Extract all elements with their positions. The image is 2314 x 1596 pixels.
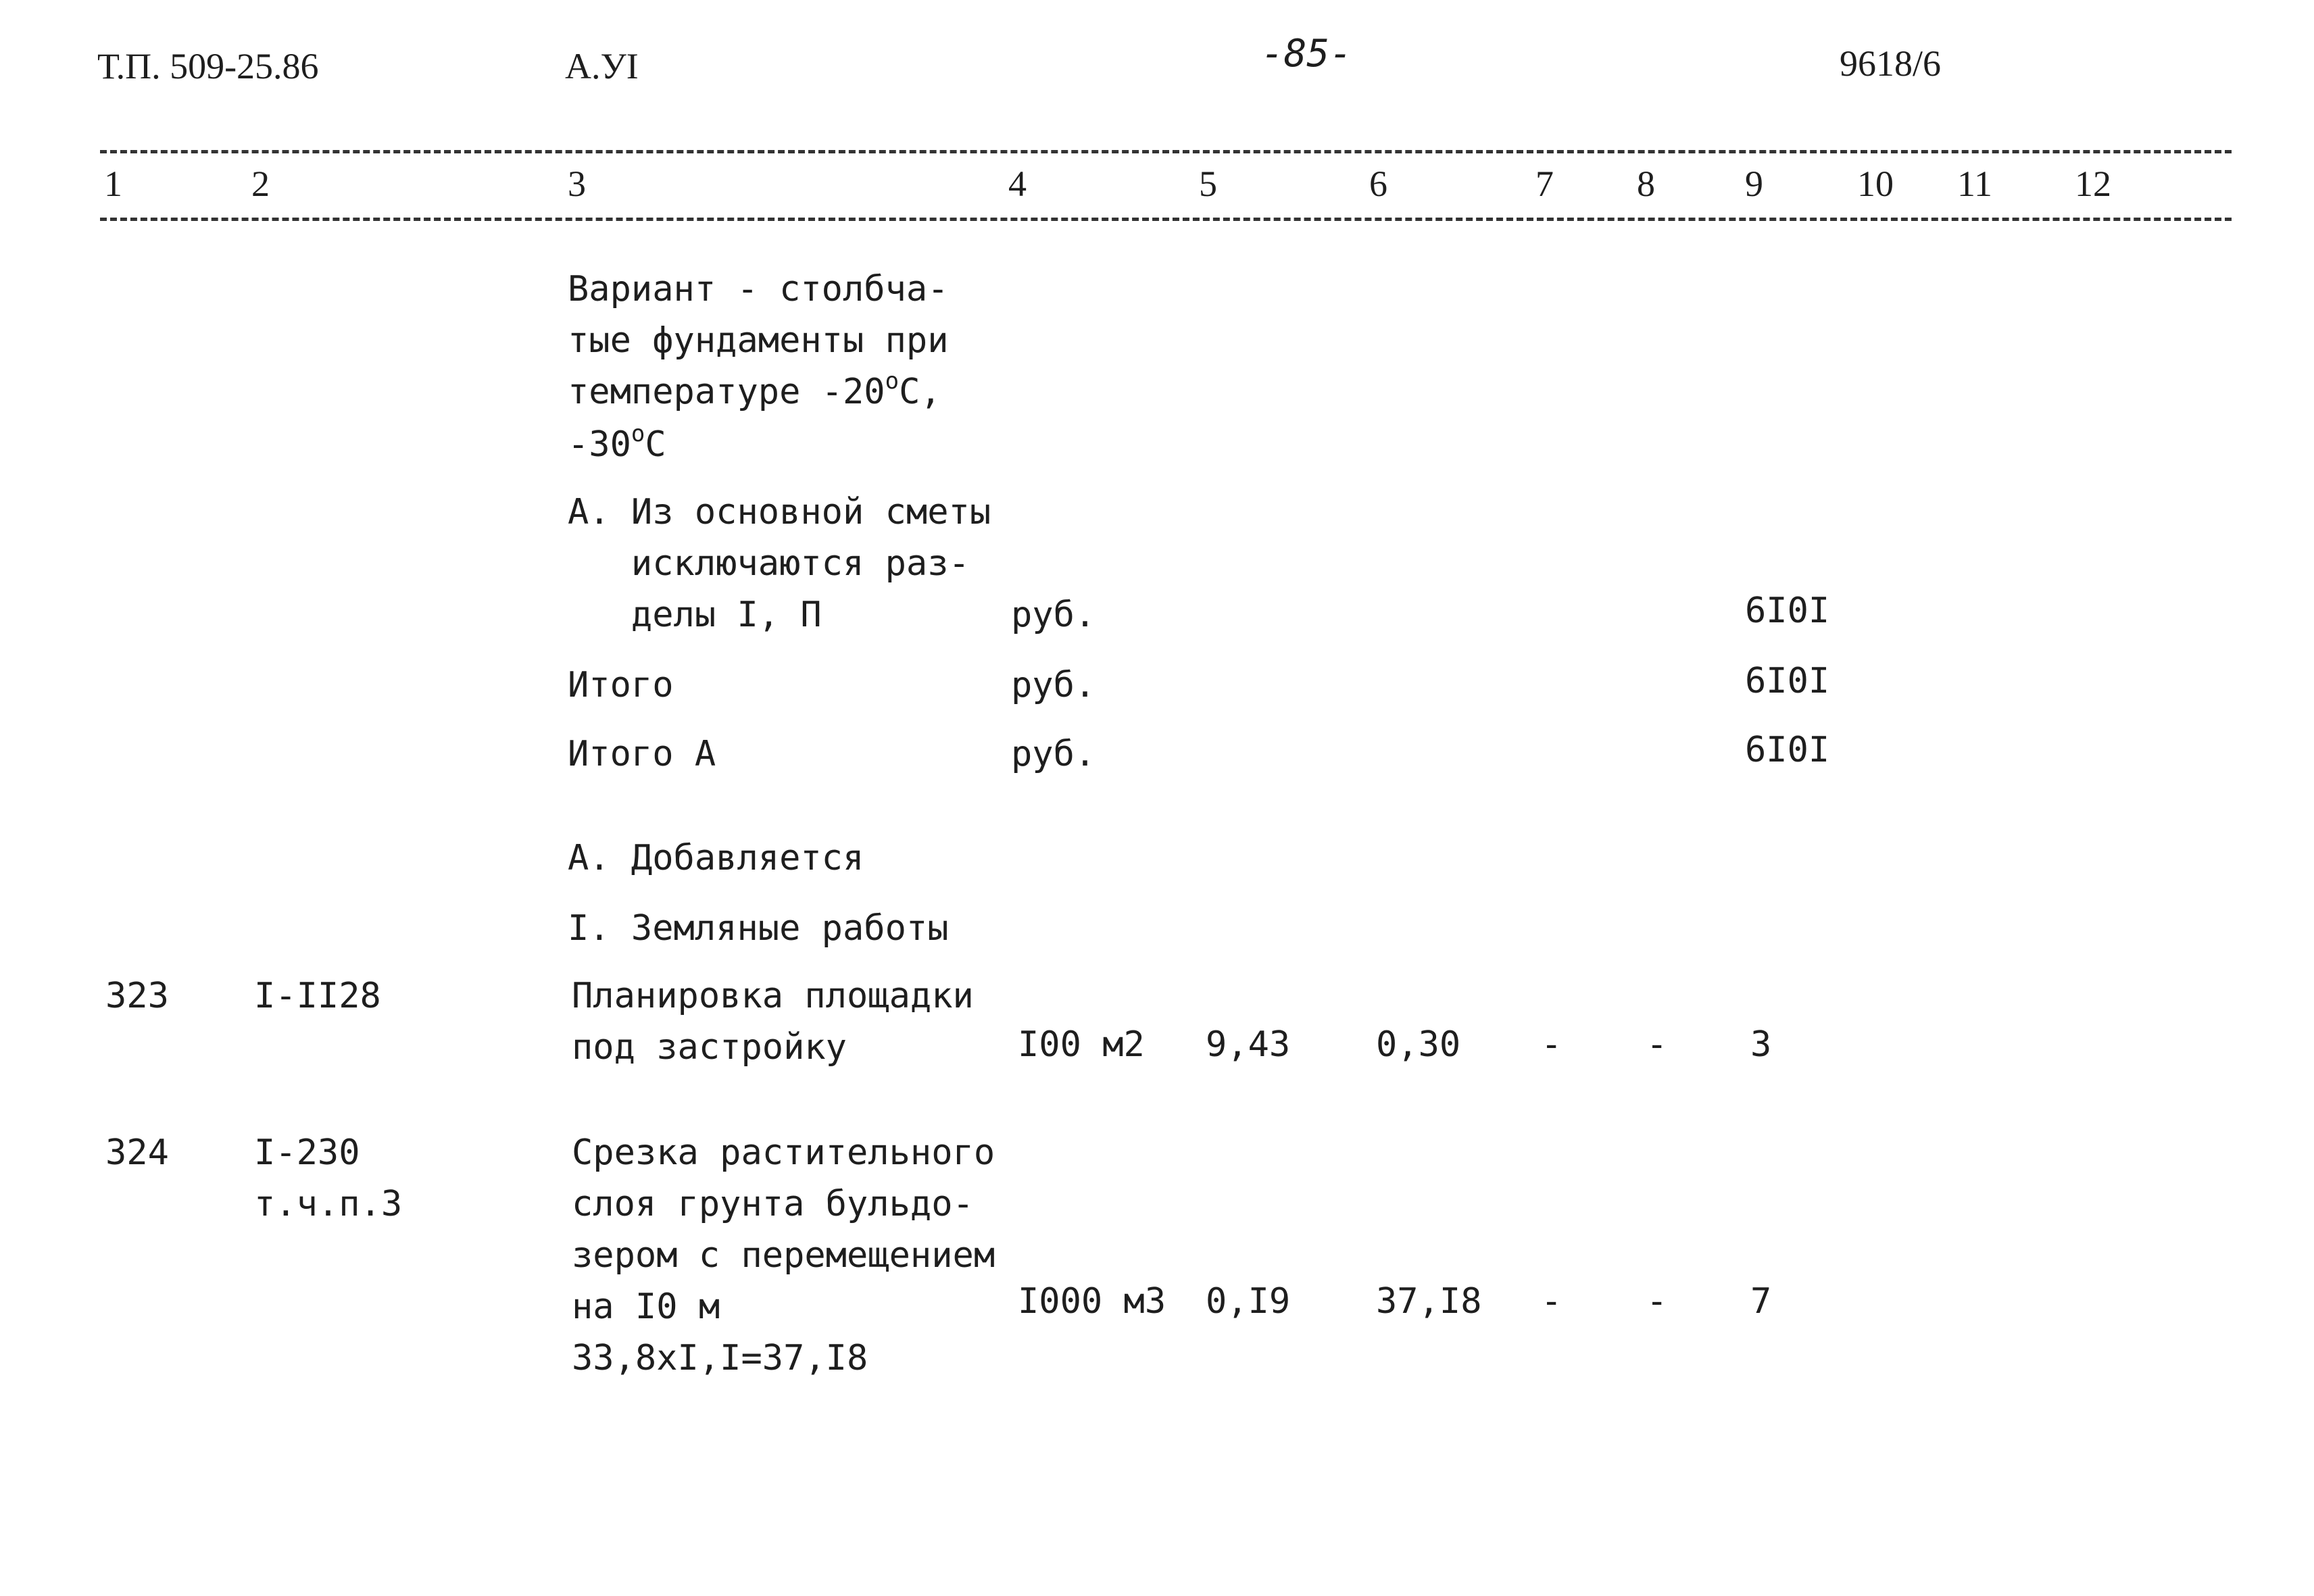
row-col6: 0,30 — [1376, 1024, 1461, 1065]
row-desc: Планировка площадки — [572, 976, 974, 1016]
col-header-2: 2 — [251, 164, 270, 204]
row-desc: под застройку — [572, 1027, 847, 1068]
itogo-unit: руб. — [1011, 665, 1096, 705]
row-unit: I000 м3 — [1018, 1281, 1166, 1322]
variant-line-temperature — [568, 366, 941, 418]
row-col5: 9,43 — [1206, 1024, 1291, 1065]
col-header-1: 1 — [104, 164, 122, 204]
row-col9: 7 — [1750, 1281, 1772, 1322]
temp-value: -30 — [568, 424, 631, 465]
col-header-5: 5 — [1199, 164, 1217, 204]
variant-line-temperature — [568, 419, 666, 470]
excluded-line: делы I, П — [568, 595, 822, 635]
temp-unit: С — [645, 424, 666, 465]
row-col6: 37,I8 — [1376, 1281, 1482, 1322]
itogo-label: Итого — [568, 665, 674, 705]
temp-unit: С, — [899, 372, 941, 412]
row-col7: - — [1541, 1024, 1562, 1065]
row-number: 323 — [105, 976, 169, 1016]
col-header-3: 3 — [568, 164, 586, 204]
variant-line: Вариант - столбча- — [568, 269, 949, 309]
row-col8: - — [1646, 1281, 1668, 1322]
row-code: т.ч.п.3 — [254, 1184, 403, 1224]
row-col9: 3 — [1750, 1024, 1772, 1065]
page-number: -85- — [1261, 32, 1352, 76]
row-desc: Срезка растительного — [572, 1132, 995, 1173]
row-code: I-230 — [254, 1132, 360, 1173]
temp-value: температуре -20 — [568, 372, 885, 412]
itogo-a-unit: руб. — [1011, 734, 1096, 774]
excluded-unit: руб. — [1011, 595, 1096, 635]
excluded-line: А. Из основной сметы — [568, 492, 991, 532]
row-desc: слоя грунта бульдо- — [572, 1184, 974, 1224]
row-desc: 33,8хI,I=37,I8 — [572, 1338, 868, 1378]
row-code: I-II28 — [254, 976, 381, 1016]
col-header-9: 9 — [1745, 164, 1763, 204]
row-unit: I00 м2 — [1018, 1024, 1145, 1065]
col-header-10: 10 — [1857, 164, 1894, 204]
sheet-number: 9618/6 — [1840, 43, 1942, 84]
added-section-heading: А. Добавляется — [568, 838, 864, 878]
itogo-a-col9: 6I0I — [1745, 730, 1830, 770]
excluded-col9: 6I0I — [1745, 591, 1830, 631]
col-header-8: 8 — [1637, 164, 1655, 204]
row-number: 324 — [105, 1132, 169, 1173]
row-col8: - — [1646, 1024, 1668, 1065]
excluded-line: исключаются раз- — [568, 543, 970, 584]
col-header-12: 12 — [2075, 164, 2111, 204]
col-header-11: 11 — [1957, 164, 1992, 204]
document-reference: Т.П. 509-25.86 — [97, 46, 319, 86]
itogo-a-label: Итого А — [568, 734, 716, 774]
degree-sign: o — [885, 368, 900, 395]
row-desc: зером с перемещением — [572, 1235, 995, 1276]
row-col5: 0,I9 — [1206, 1281, 1291, 1322]
subsection-heading: I. Земляные работы — [568, 908, 949, 949]
col-header-7: 7 — [1535, 164, 1554, 204]
row-col7: - — [1541, 1281, 1562, 1322]
col-header-4: 4 — [1008, 164, 1027, 204]
variant-line: тые фундаменты при — [568, 320, 949, 361]
row-desc: на I0 м — [572, 1287, 720, 1327]
header-bottom-rule — [100, 218, 2232, 221]
col-header-6: 6 — [1369, 164, 1387, 204]
itogo-col9: 6I0I — [1745, 661, 1830, 701]
header-top-rule — [100, 150, 2232, 153]
album-label: А.УI — [565, 46, 639, 86]
degree-sign: o — [631, 420, 645, 447]
